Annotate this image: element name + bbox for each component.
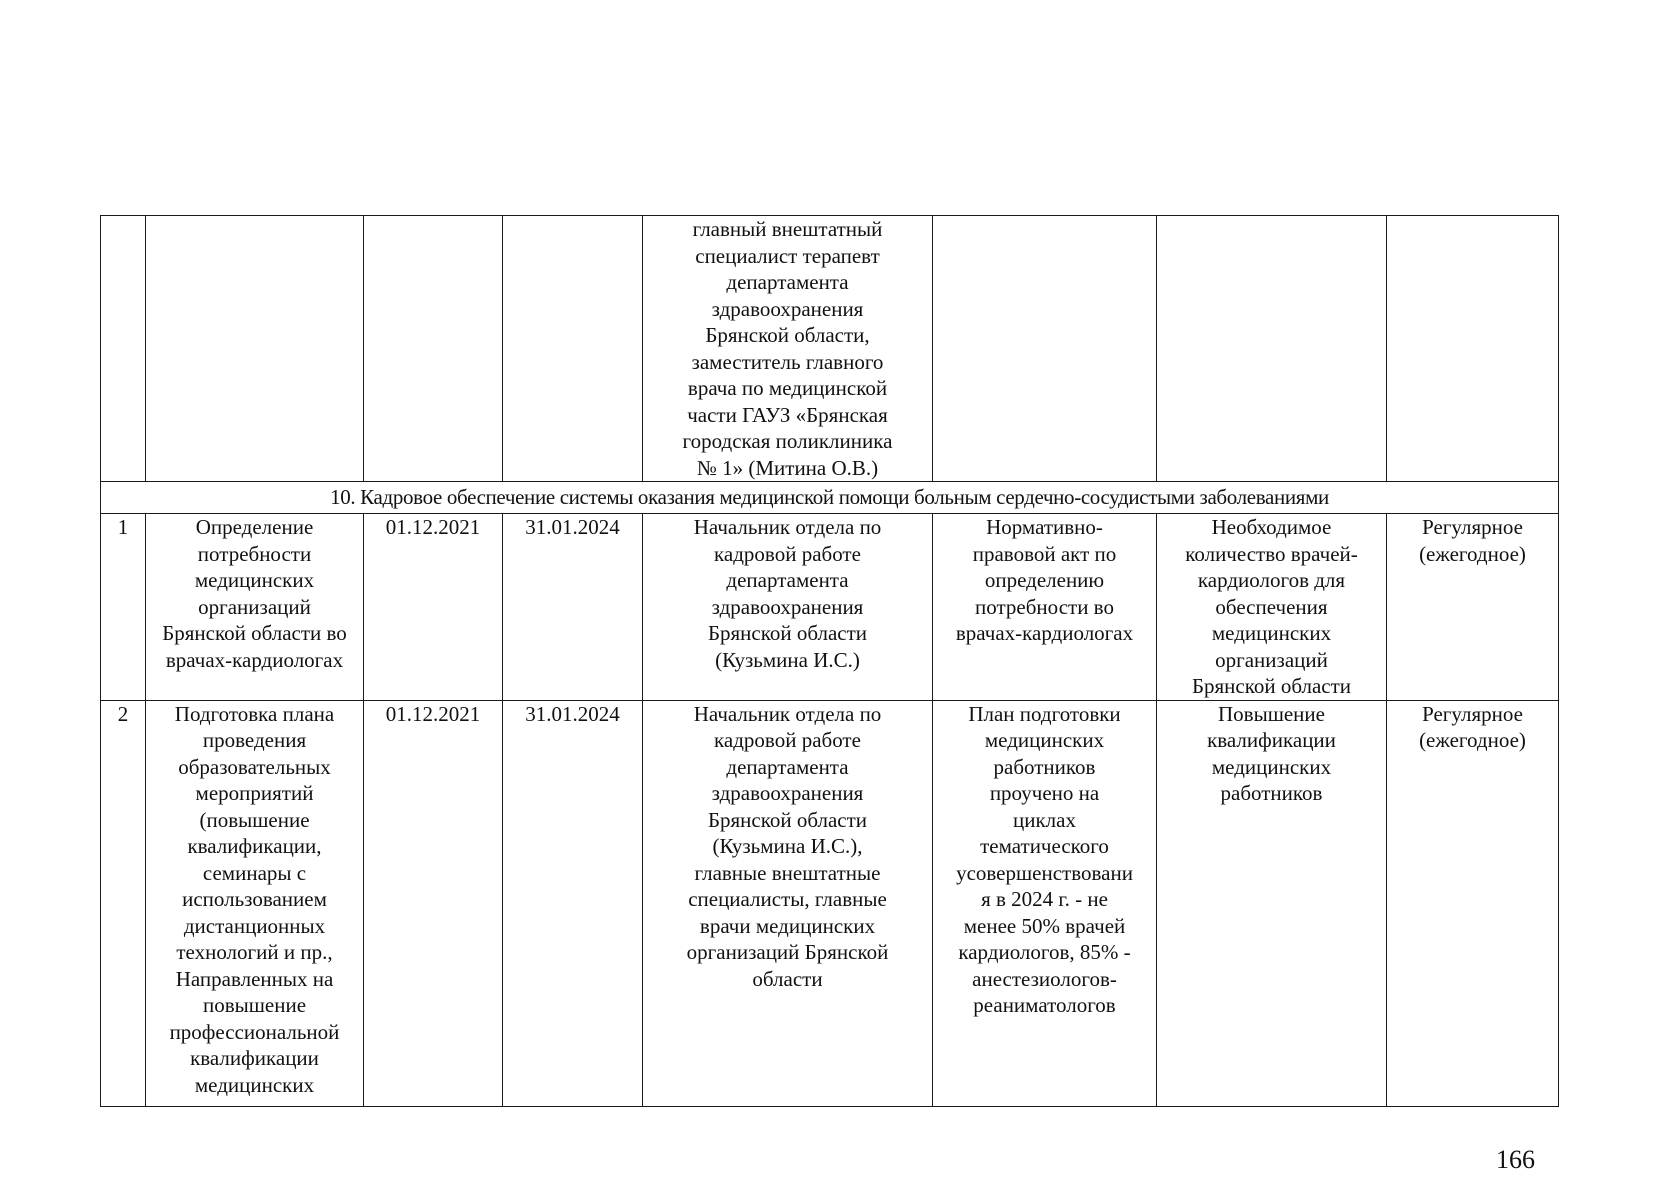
indicator-cell bbox=[1157, 514, 1387, 701]
frequency-cell bbox=[1387, 514, 1559, 701]
row-number: 2 bbox=[101, 700, 146, 1106]
section-row bbox=[101, 482, 1559, 514]
responsible-text: главный внештатный специалист терапевт департамента здравоохранения Брянской области, заместитель главного врача по медицинской части ГАУЗ «Брянская городская поликлиника № 1» (Митина О.В.) bbox=[682, 217, 893, 480]
responsible-text: Начальник отдела по кадровой работе департамента здравоохранения Брянской области (Кузьмина И.С.) bbox=[693, 515, 882, 672]
indicator-cell bbox=[1157, 216, 1387, 482]
event-text: Подготовка плана проведения образовательных мероприятий (повышение квалификации, семинары с использованием дистанционных технологий и пр., Направленных на повышение профессиональной квалификации медицинских bbox=[169, 701, 340, 1097]
responsible-cell bbox=[643, 216, 933, 482]
event-cell bbox=[146, 216, 364, 482]
end-date-cell: 31.01.2024 bbox=[503, 700, 643, 1106]
indicator-text: Повышение квалификации медицинских работников bbox=[1207, 701, 1336, 805]
result-cell bbox=[933, 514, 1157, 701]
row-number: 1 bbox=[101, 514, 146, 701]
start-date-cell: 01.12.2021 bbox=[364, 514, 503, 701]
num-cell bbox=[101, 216, 146, 482]
end-date-cell bbox=[503, 216, 643, 482]
result-text: Нормативно- правовой акт по определению потребности во врачах-кардиологах bbox=[955, 515, 1134, 645]
page-number: 166 bbox=[1496, 1145, 1535, 1174]
frequency-cell bbox=[1387, 700, 1559, 1106]
start-date-cell bbox=[364, 216, 503, 482]
frequency-text: Регулярное (ежегодное) bbox=[1419, 515, 1526, 566]
table-row bbox=[101, 514, 1559, 701]
table-row bbox=[101, 700, 1559, 1106]
event-cell bbox=[146, 700, 364, 1106]
activity-table bbox=[100, 215, 1559, 1107]
responsible-text: Начальник отдела по кадровой работе департамента здравоохранения Брянской области (Кузьмина И.С.), главные внештатные специалисты, главные врачи медицинских организаций Брянской области bbox=[686, 701, 889, 991]
result-text: План подготовки медицинских работников проучено на циклах тематического усовершенствовани я в 2024 г. - не менее 50% врачей кардиологов, 85% - анестезиологов- реаниматологов bbox=[956, 701, 1133, 1017]
frequency-cell bbox=[1387, 216, 1559, 482]
event-text: Определение потребности медицинских организаций Брянской области во врачах-кардиологах bbox=[162, 515, 347, 672]
start-date-cell: 01.12.2021 bbox=[364, 700, 503, 1106]
event-cell bbox=[146, 514, 364, 701]
end-date-cell: 31.01.2024 bbox=[503, 514, 643, 701]
indicator-cell bbox=[1157, 700, 1387, 1106]
responsible-cell bbox=[643, 514, 933, 701]
result-cell bbox=[933, 216, 1157, 482]
responsible-cell bbox=[643, 700, 933, 1106]
indicator-text: Необходимое количество врачей- кардиологов для обеспечения медицинских организаций Брянской области bbox=[1185, 515, 1358, 698]
frequency-text: Регулярное (ежегодное) bbox=[1419, 701, 1526, 752]
continuation-row bbox=[101, 216, 1559, 482]
section-title: 10. Кадровое обеспечение системы оказания медицинской помощи больным сердечно-сосудистыми заболеваниями bbox=[101, 482, 1559, 514]
result-cell bbox=[933, 700, 1157, 1106]
